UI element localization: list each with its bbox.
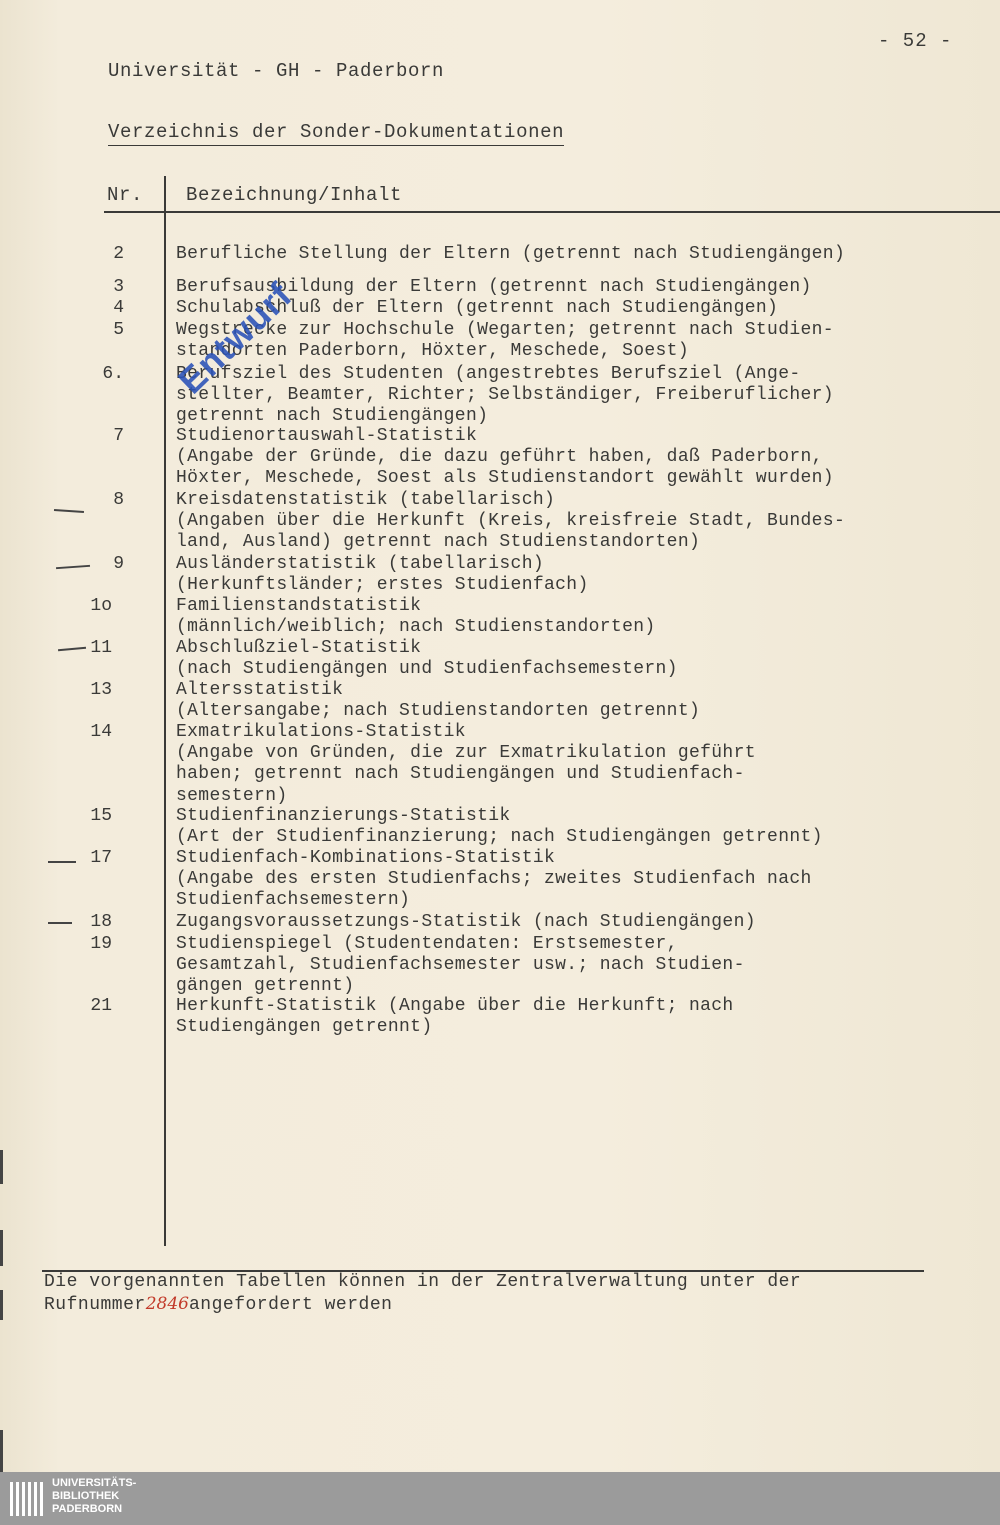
handwritten-phone-number: 2846: [145, 1294, 189, 1314]
entry-description: [176, 806, 976, 848]
entry-description-line: Herkunft-Statistik (Angabe über die Herkunft; nach: [176, 996, 734, 1016]
page-number: - 52 -: [878, 30, 953, 52]
margin-tick: [48, 861, 76, 863]
library-name: [52, 1477, 136, 1516]
entry-description-line: (Angaben über die Herkunft (Kreis, kreisfreie Stadt, Bundes-: [176, 511, 846, 532]
entry-number: 18: [90, 912, 112, 932]
entry-number: 2: [113, 244, 124, 264]
entry-description: [176, 554, 976, 596]
scan-edge-mark: [0, 1290, 3, 1320]
entry-number: 6.: [102, 364, 124, 384]
entry-description-line: getrennt nach Studiengängen): [176, 406, 489, 427]
margin-tick: [56, 565, 90, 569]
entry-description: [176, 912, 976, 933]
entry-description-line: Kreisdatenstatistik (tabellarisch): [176, 490, 556, 510]
entry-number: 3: [113, 277, 124, 297]
entry-description: [176, 638, 976, 680]
margin-tick: [54, 509, 84, 513]
entry-description-line: semestern): [176, 785, 288, 806]
entry-description-line: Berufsziel des Studenten (angestrebtes Berufsziel (Ange-: [176, 364, 801, 384]
library-logo-icon: [8, 1478, 46, 1520]
footer-text-line2: [44, 1294, 392, 1315]
entry-description-line: gängen getrennt): [176, 976, 355, 997]
footer-suffix: angefordert werden: [188, 1295, 393, 1315]
footer-prefix: Rufnummer: [44, 1295, 146, 1315]
entry-description-line: (Angabe von Gründen, die zur Exmatrikulation geführt: [176, 743, 756, 764]
entry-description-line: Zugangsvoraussetzungs-Statistik (nach Studiengängen): [176, 912, 756, 932]
entry-number: 9: [113, 554, 124, 574]
entry-description-line: (männlich/weiblich; nach Studienstandorten): [176, 617, 656, 638]
entry-description: [176, 996, 976, 1038]
scan-edge-mark: [0, 1150, 3, 1184]
entry-description-line: (Angabe der Gründe, die dazu geführt haben, daß Paderborn,: [176, 447, 823, 468]
margin-tick: [48, 922, 72, 924]
entry-description-line: Ausländerstatistik (tabellarisch): [176, 554, 545, 574]
entry-description-line: Studienspiegel (Studentendaten: Erstsemester,: [176, 934, 678, 954]
entry-description-line: Exmatrikulations-Statistik: [176, 722, 466, 742]
entry-number: 14: [90, 722, 112, 742]
entry-description: [176, 934, 976, 998]
entry-description-line: (Altersangabe; nach Studienstandorten getrennt): [176, 701, 701, 722]
entry-description-line: (Art der Studienfinanzierung; nach Studiengängen getrennt): [176, 827, 823, 848]
entry-description: [176, 244, 976, 265]
entry-number: 15: [90, 806, 112, 826]
library-name-line2: BIBLIOTHEK: [52, 1490, 120, 1502]
entry-description-line: Studienfinanzierungs-Statistik: [176, 806, 511, 826]
entry-description-line: Berufsausbildung der Eltern (getrennt nach Studiengängen): [176, 277, 812, 297]
entry-description: [176, 722, 976, 807]
entry-description-line: (nach Studiengängen und Studienfachsemestern): [176, 659, 678, 680]
entry-description-line: stellter, Beamter, Richter; Selbständiger, Freiberuflicher): [176, 385, 834, 406]
entry-number: 5: [113, 320, 124, 340]
entry-description-line: Familienstandstatistik: [176, 596, 422, 616]
entry-description-line: Gesamtzahl, Studienfachsemester usw.; nach Studien-: [176, 955, 745, 976]
entry-description: [176, 364, 976, 428]
entry-description-line: Altersstatistik: [176, 680, 344, 700]
entry-description-line: (Herkunftsländer; erstes Studienfach): [176, 575, 589, 596]
draft-stamp: Entwurf: [170, 274, 300, 402]
entry-number: 13: [90, 680, 112, 700]
entry-description-line: Schulabschluß der Eltern (getrennt nach Studiengängen): [176, 298, 779, 318]
column-header-nr: Nr.: [107, 184, 144, 206]
library-name-line3: PADERBORN: [52, 1503, 123, 1515]
entry-description: [176, 490, 976, 554]
document-title: Verzeichnis der Sonder-Dokumentationen: [108, 121, 564, 146]
entry-description-line: Studiengängen getrennt): [176, 1017, 433, 1038]
entry-description-line: Wegstrecke zur Hochschule (Wegarten; getrennt nach Studien-: [176, 320, 834, 340]
entry-description-line: Studienfach-Kombinations-Statistik: [176, 848, 556, 868]
entry-description-line: Berufliche Stellung der Eltern (getrennt nach Studiengängen): [176, 244, 846, 264]
entry-description: [176, 680, 976, 722]
entry-number: 4: [113, 298, 124, 318]
entry-number: 19: [90, 934, 112, 954]
library-name-line1: UNIVERSITÄTS-: [52, 1477, 137, 1489]
column-header-description: Bezeichnung/Inhalt: [186, 184, 403, 206]
entry-description-line: (Angabe des ersten Studienfachs; zweites Studienfach nach: [176, 869, 812, 890]
entry-description-line: land, Ausland) getrennt nach Studienstandorten): [176, 532, 701, 553]
entry-description: [176, 848, 976, 912]
column-divider: [164, 176, 166, 1246]
entry-description-line: Höxter, Meschede, Soest als Studienstandort gewählt wurden): [176, 468, 834, 489]
entry-description-line: Abschlußziel-Statistik: [176, 638, 422, 658]
entry-description-line: Studienfachsemestern): [176, 890, 411, 911]
entry-description: [176, 426, 976, 490]
institution-name: Universität - GH - Paderborn: [108, 60, 445, 82]
library-footer-bar: [0, 1472, 1000, 1525]
scan-edge-mark: [0, 1430, 3, 1472]
entry-description-line: standorten Paderborn, Höxter, Meschede, Soest): [176, 341, 689, 362]
entry-description-line: Studienortauswahl-Statistik: [176, 426, 478, 446]
scan-edge-mark: [0, 1230, 3, 1266]
entry-description: [176, 277, 976, 298]
header-rule: [104, 211, 1000, 213]
entry-description: [176, 596, 976, 638]
entry-description: [176, 320, 976, 362]
entry-number: 7: [113, 426, 124, 446]
entry-number: 8: [113, 490, 124, 510]
entry-number: 1o: [90, 596, 112, 616]
entry-description-line: haben; getrennt nach Studiengängen und Studienfach-: [176, 764, 745, 785]
entry-number: 21: [90, 996, 112, 1016]
entry-number: 11: [90, 638, 112, 658]
margin-tick: [58, 647, 86, 651]
entry-number: 17: [90, 848, 112, 868]
footer-text-line1: Die vorgenannten Tabellen können in der Zentralverwaltung unter der: [44, 1272, 802, 1292]
